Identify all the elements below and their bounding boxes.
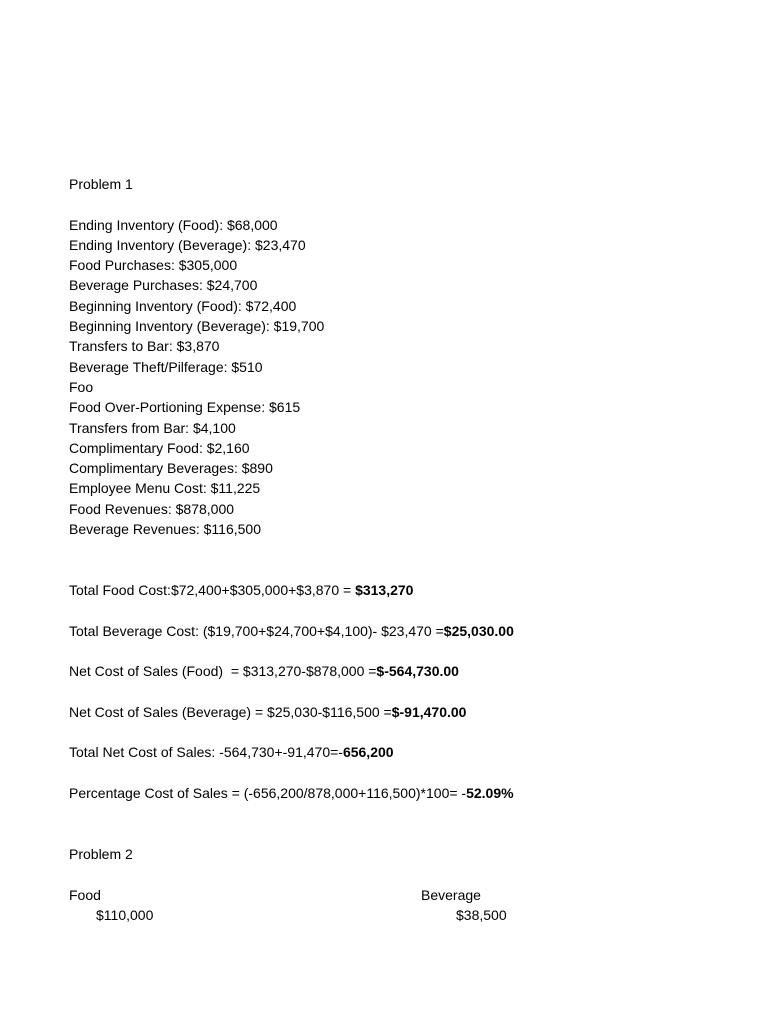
calc-result: $-564,730.00 [376, 663, 459, 680]
food-column [69, 885, 153, 926]
given-item: Complimentary Beverages: $890 [69, 460, 273, 477]
given-item: Employee Menu Cost: $11,225 [69, 480, 261, 497]
given-item: Ending Inventory (Food): $68,000 [69, 216, 278, 233]
beverage-label: Beverage [421, 886, 481, 903]
food-label: Food [69, 886, 101, 903]
beverage-amount: $38,500 [456, 907, 507, 924]
given-item: Beginning Inventory (Beverage): $19,700 [69, 318, 325, 335]
given-item: Foo [69, 378, 94, 395]
given-item: Ending Inventory (Beverage): $23,470 [69, 236, 306, 253]
calc-text: Total Food Cost:$72,400+$305,000+$3,870 = [69, 581, 356, 598]
given-item: Beginning Inventory (Food): $72,400 [69, 297, 297, 314]
calc-text: Net Cost of Sales (Food) = $313,270-$878,000 = [69, 663, 377, 680]
given-item: Transfers to Bar: $3,870 [69, 338, 220, 355]
given-item: Transfers from Bar: $4,100 [69, 419, 236, 436]
problem1-given-list [69, 215, 729, 540]
calc-net-cost-beverage [69, 702, 729, 722]
problem2-columns [69, 885, 729, 925]
calc-total-food-cost [69, 580, 729, 600]
given-item: Food Purchases: $305,000 [69, 257, 238, 274]
calc-total-net-cost [69, 742, 729, 762]
problem2-section [69, 844, 729, 925]
problem1-calculations [69, 580, 729, 803]
given-item: Beverage Purchases: $24,700 [69, 277, 258, 294]
food-amount: $110,000 [96, 907, 154, 924]
calc-result: $25,030.00 [443, 622, 514, 639]
calc-result: 656,200 [342, 744, 394, 761]
calc-text: Total Beverage Cost: ($19,700+$24,700+$4,100)- $23,470 = [69, 622, 444, 639]
calc-percentage-cost [69, 783, 729, 803]
given-item: Food Revenues: $878,000 [69, 500, 235, 517]
calc-net-cost-food [69, 661, 729, 681]
problem2-title: Problem 2 [69, 846, 133, 863]
beverage-column [421, 885, 507, 926]
calc-result: $-91,470.00 [391, 703, 467, 720]
calc-text: Percentage Cost of Sales = (-656,200/878,000+116,500)*100= - [69, 784, 467, 801]
document-page [69, 174, 729, 925]
calc-total-beverage-cost [69, 621, 729, 641]
given-item: Beverage Revenues: $116,500 [69, 521, 261, 538]
given-item: Beverage Theft/Pilferage: $510 [69, 358, 263, 375]
calc-text: Total Net Cost of Sales: -564,730+-91,470=- [69, 744, 343, 761]
calc-text: Net Cost of Sales (Beverage) = $25,030-$116,500 = [69, 703, 392, 720]
calc-result: 52.09% [466, 784, 514, 801]
problem1-title: Problem 1 [69, 176, 133, 192]
given-item: Food Over-Portioning Expense: $615 [69, 399, 301, 416]
given-item: Complimentary Food: $2,160 [69, 439, 250, 456]
calc-result: $313,270 [355, 581, 414, 598]
